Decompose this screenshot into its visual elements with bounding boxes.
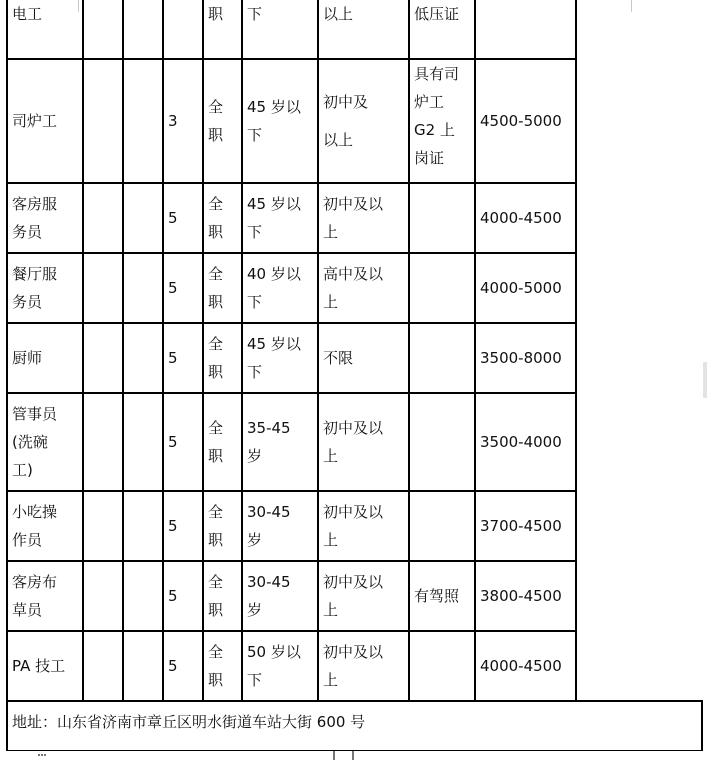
margin-cell <box>576 631 702 701</box>
job-table <box>6 0 703 752</box>
salary-cell: 4000-4500 <box>475 631 576 701</box>
blank-cell <box>83 253 123 323</box>
blank-cell <box>83 561 123 631</box>
education-requirement-cell: 初中及以 上 <box>318 491 409 561</box>
salary-cell: 4000-4500 <box>475 183 576 253</box>
job-title-cell: 管事员 (洗碗 工) <box>7 393 83 491</box>
page-bottom-strip <box>0 751 707 760</box>
age-requirement-cell: 45 岁以 下 <box>242 323 318 393</box>
table-row <box>7 59 702 183</box>
job-title-cell: 电工 <box>7 0 83 59</box>
certificate-cell <box>409 253 475 323</box>
employment-type-cell: 职 <box>203 0 242 59</box>
salary-cell: 3500-4000 <box>475 393 576 491</box>
blank-cell <box>83 491 123 561</box>
job-title-cell: 司炉工 <box>7 59 83 183</box>
headcount-cell: 5 <box>163 253 203 323</box>
address-cell: 地址：山东省济南市章丘区明水街道车站大街 600 号 <box>7 701 702 751</box>
headcount-cell: 5 <box>163 631 203 701</box>
salary-cell: 4500-5000 <box>475 59 576 183</box>
salary-cell: 3800-4500 <box>475 561 576 631</box>
headcount-cell: 5 <box>163 393 203 491</box>
certificate-cell <box>409 323 475 393</box>
employment-type-cell: 全 职 <box>203 631 242 701</box>
certificate-cell: 具有司 炉工 G2 上 岗证 <box>409 59 475 183</box>
job-title-cell: 餐厅服 务员 <box>7 253 83 323</box>
blank-cell <box>123 561 163 631</box>
certificate-cell: 有驾照 <box>409 561 475 631</box>
headcount-cell: 3 <box>163 59 203 183</box>
page-break-dots <box>38 754 46 762</box>
table-row <box>7 393 702 491</box>
blank-cell <box>83 59 123 183</box>
certificate-cell <box>409 183 475 253</box>
certificate-cell <box>409 631 475 701</box>
salary-cell: 3500-8000 <box>475 323 576 393</box>
employment-type-cell: 全 职 <box>203 323 242 393</box>
margin-cell <box>576 393 702 491</box>
table-row <box>7 0 702 59</box>
headcount-cell: 5 <box>163 183 203 253</box>
certificate-cell <box>409 393 475 491</box>
education-requirement-cell: 初中及 以上 <box>318 59 409 183</box>
employment-type-cell: 全 职 <box>203 59 242 183</box>
age-requirement-cell: 下 <box>242 0 318 59</box>
job-title-cell: PA 技工 <box>7 631 83 701</box>
age-requirement-cell: 50 岁以 下 <box>242 631 318 701</box>
table-row <box>7 323 702 393</box>
education-requirement-cell: 不限 <box>318 323 409 393</box>
age-requirement-cell: 45 岁以 下 <box>242 59 318 183</box>
education-requirement-cell: 初中及以 上 <box>318 561 409 631</box>
blank-cell <box>123 491 163 561</box>
employment-type-cell: 全 职 <box>203 393 242 491</box>
blank-cell <box>123 393 163 491</box>
page-tick-right <box>352 751 354 760</box>
blank-cell <box>83 631 123 701</box>
headcount-cell <box>163 0 203 59</box>
education-requirement-cell: 高中及以 上 <box>318 253 409 323</box>
margin-cell <box>576 0 702 59</box>
blank-cell <box>123 323 163 393</box>
age-requirement-cell: 45 岁以 下 <box>242 183 318 253</box>
headcount-cell: 5 <box>163 491 203 561</box>
age-requirement-cell: 30-45 岁 <box>242 561 318 631</box>
margin-cell <box>576 561 702 631</box>
certificate-cell: 低压证 <box>409 0 475 59</box>
education-requirement-cell: 初中及以 上 <box>318 183 409 253</box>
employment-type-cell: 全 职 <box>203 183 242 253</box>
margin-cell <box>576 491 702 561</box>
headcount-cell: 5 <box>163 323 203 393</box>
table-row <box>7 183 702 253</box>
job-title-cell: 客房服 务员 <box>7 183 83 253</box>
margin-cell <box>576 253 702 323</box>
table-row <box>7 253 702 323</box>
blank-cell <box>83 183 123 253</box>
age-requirement-cell: 30-45 岁 <box>242 491 318 561</box>
salary-cell: 4000-5000 <box>475 253 576 323</box>
headcount-cell: 5 <box>163 561 203 631</box>
table-row <box>7 561 702 631</box>
job-title-cell: 客房布 草员 <box>7 561 83 631</box>
age-requirement-cell: 40 岁以 下 <box>242 253 318 323</box>
education-requirement-cell: 以上 <box>318 0 409 59</box>
education-requirement-cell: 初中及以 上 <box>318 393 409 491</box>
employment-type-cell: 全 职 <box>203 491 242 561</box>
blank-cell <box>123 59 163 183</box>
blank-cell <box>123 0 163 59</box>
certificate-cell <box>409 491 475 561</box>
job-title-cell: 厨师 <box>7 323 83 393</box>
margin-cell <box>576 183 702 253</box>
blank-cell <box>123 253 163 323</box>
age-requirement-cell: 35-45 岁 <box>242 393 318 491</box>
education-requirement-cell: 初中及以 上 <box>318 631 409 701</box>
table-row <box>7 491 702 561</box>
blank-cell <box>123 183 163 253</box>
employment-type-cell: 全 职 <box>203 561 242 631</box>
page-margin-mark <box>703 362 707 398</box>
blank-cell <box>83 323 123 393</box>
margin-cell <box>576 59 702 183</box>
table-row <box>7 631 702 701</box>
salary-cell: 3700-4500 <box>475 491 576 561</box>
salary-cell <box>475 0 576 59</box>
page-tick-left <box>333 751 335 760</box>
job-title-cell: 小吃操 作员 <box>7 491 83 561</box>
blank-cell <box>123 631 163 701</box>
blank-cell <box>83 0 123 59</box>
address-row <box>7 701 702 751</box>
margin-cell <box>576 323 702 393</box>
blank-cell <box>83 393 123 491</box>
employment-type-cell: 全 职 <box>203 253 242 323</box>
